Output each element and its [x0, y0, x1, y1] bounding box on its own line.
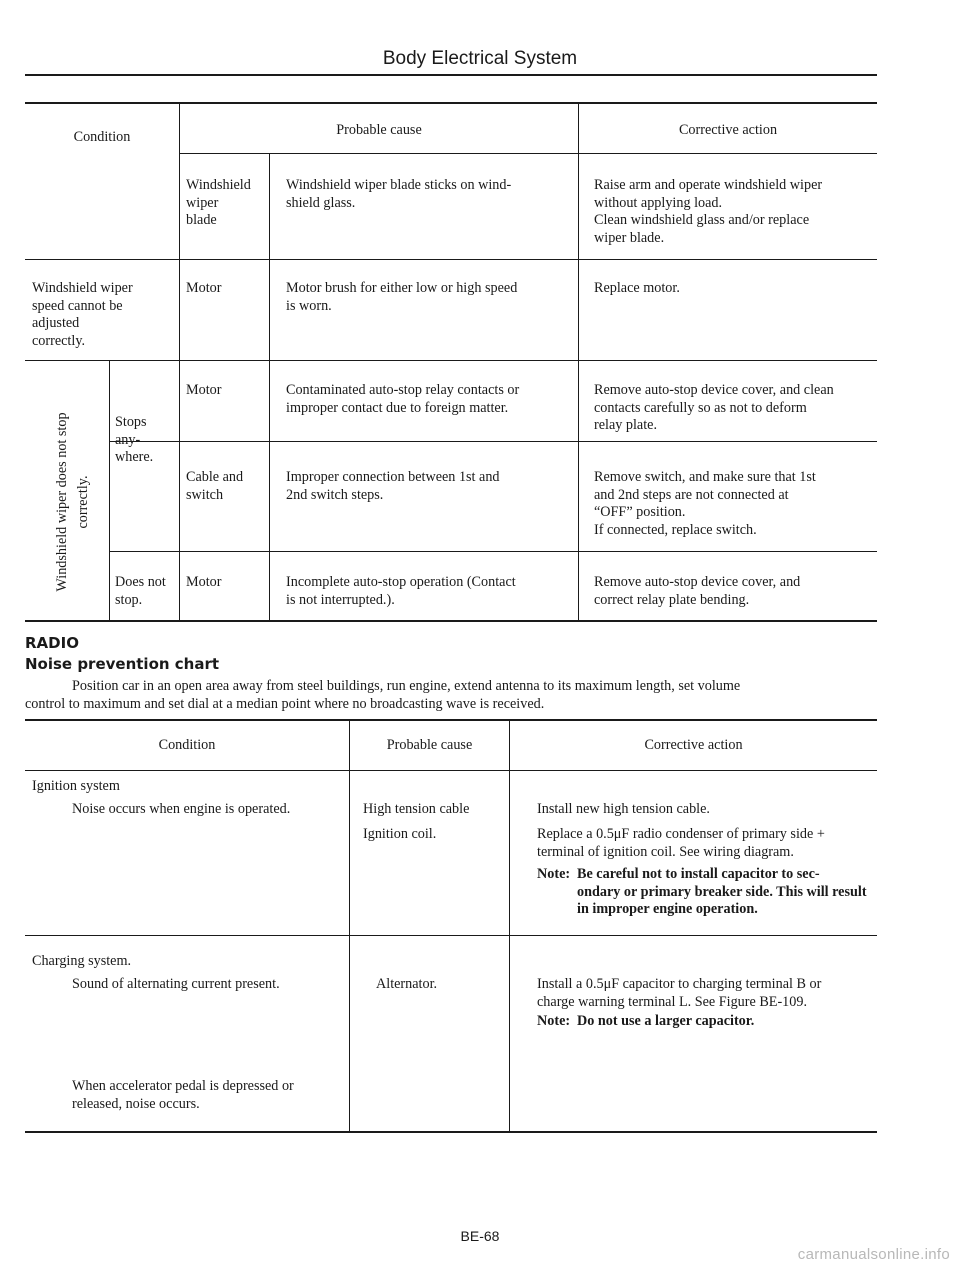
charging-condition-2: When accelerator pedal is depressed or released, noise occurs. — [72, 1078, 294, 1112]
ignition-note-text: Be careful not to install capacitor to sec- ondary or primary breaker side. This will result in improper engine operation. — [577, 866, 867, 917]
noise-table-top-rule — [25, 719, 877, 721]
wiper-sub-stops-anywhere: Stops any- where. — [115, 414, 154, 465]
wiper-row-2-action: Replace motor. — [594, 280, 680, 296]
wiper-row-2-condition: Windshield wiper speed cannot be adjusted correctly. — [32, 280, 133, 349]
wiper-vrule-group — [109, 360, 110, 621]
page-number: BE-68 — [460, 1228, 500, 1244]
wiper-row-3-part: Motor — [186, 382, 222, 398]
noise-header-corrective-action: Corrective action — [644, 737, 743, 753]
noise-header-probable-cause: Probable cause — [386, 737, 473, 753]
charging-system-title: Charging system. — [32, 953, 132, 969]
wiper-row-rule-1 — [25, 259, 877, 260]
ignition-cause-2: Ignition coil. — [363, 826, 437, 842]
ignition-condition: Noise occurs when engine is operated. — [72, 801, 291, 817]
wiper-table-header-rule — [180, 153, 877, 154]
noise-vrule-action — [509, 720, 510, 1132]
wiper-header-probable-cause: Probable cause — [336, 122, 422, 138]
wiper-row-3-cause: Contaminated auto-stop relay contacts or improper contact due to foreign matter. — [286, 382, 520, 416]
wiper-row-rule-3 — [110, 441, 877, 442]
radio-intro-line-1: Position car in an open area away from steel buildings, run engine, extend antenna to its maximum length, set volume — [72, 678, 741, 694]
radio-title: RADIO — [25, 634, 79, 652]
noise-table-bottom-rule — [25, 1131, 877, 1133]
wiper-row-4-part: Cable and switch — [186, 469, 244, 503]
wiper-row-2-part: Motor — [186, 280, 222, 296]
ignition-action-2: Replace a 0.5μF radio condenser of primary side + terminal of ignition coil. See wiring diagram. — [537, 826, 825, 860]
wiper-vrule-action — [578, 103, 579, 621]
radio-subtitle: Noise prevention chart — [25, 655, 220, 673]
wiper-row-1-cause: Windshield wiper blade sticks on wind- shield glass. — [286, 177, 512, 211]
wiper-row-1-action: Raise arm and operate windshield wiper without applying load. Clean windshield glass and/or replace wiper blade. — [594, 177, 823, 246]
wiper-header-condition: Condition — [73, 129, 131, 145]
page-header: Body Electrical System — [382, 48, 578, 69]
charging-cause: Alternator. — [376, 976, 438, 992]
ignition-cause-1: High tension cable — [363, 801, 470, 817]
ignition-system-title: Ignition system — [32, 778, 120, 794]
wiper-row-2-cause: Motor brush for either low or high speed is worn. — [286, 280, 518, 314]
charging-note-text: Do not use a larger capacitor. — [577, 1013, 755, 1029]
wiper-row-rule-2 — [25, 360, 877, 361]
charging-condition: Sound of alternating current present. — [72, 976, 280, 992]
noise-table-header-rule — [25, 770, 877, 771]
wiper-header-corrective-action: Corrective action — [678, 122, 778, 138]
header-rule — [25, 74, 877, 76]
wiper-row-5-part: Motor — [186, 574, 222, 590]
wiper-group-condition: Windshield wiper does not stop correctly. — [54, 412, 91, 592]
wiper-row-rule-4 — [110, 551, 877, 552]
noise-row-rule — [25, 935, 877, 936]
wiper-table-top-rule — [25, 102, 877, 104]
ignition-action-1: Install new high tension cable. — [537, 801, 710, 817]
wiper-row-4-cause: Improper connection between 1st and 2nd switch steps. — [286, 469, 500, 503]
wiper-vrule-condition — [179, 103, 180, 621]
wiper-sub-does-not-stop: Does not stop. — [115, 574, 166, 608]
charging-note-label: Note: — [537, 1013, 571, 1029]
wiper-row-1-part: Windshield wiper blade — [186, 177, 251, 228]
charging-action: Install a 0.5μF capacitor to charging terminal B or charge warning terminal L. See Figure BE-109. — [537, 976, 822, 1010]
noise-vrule-cause — [349, 720, 350, 1132]
wiper-row-5-action: Remove auto-stop device cover, and correct relay plate bending. — [594, 574, 801, 608]
noise-header-condition: Condition — [158, 737, 216, 753]
wiper-vrule-part — [269, 153, 270, 621]
wiper-table-bottom-rule — [25, 620, 877, 622]
site-watermark: carmanualsonline.info — [797, 1246, 950, 1263]
wiper-row-3-action: Remove auto-stop device cover, and clean contacts carefully so as not to deform relay plate. — [594, 382, 834, 433]
wiper-row-4-action: Remove switch, and make sure that 1st and 2nd steps are not connected at “OFF” position. If connected, replace switch. — [594, 469, 816, 538]
radio-intro-line-2: control to maximum and set dial at a median point where no broadcasting wave is received. — [25, 696, 545, 712]
ignition-note-label: Note: — [537, 866, 571, 882]
wiper-row-5-cause: Incomplete auto-stop operation (Contact is not interrupted.). — [286, 574, 516, 608]
